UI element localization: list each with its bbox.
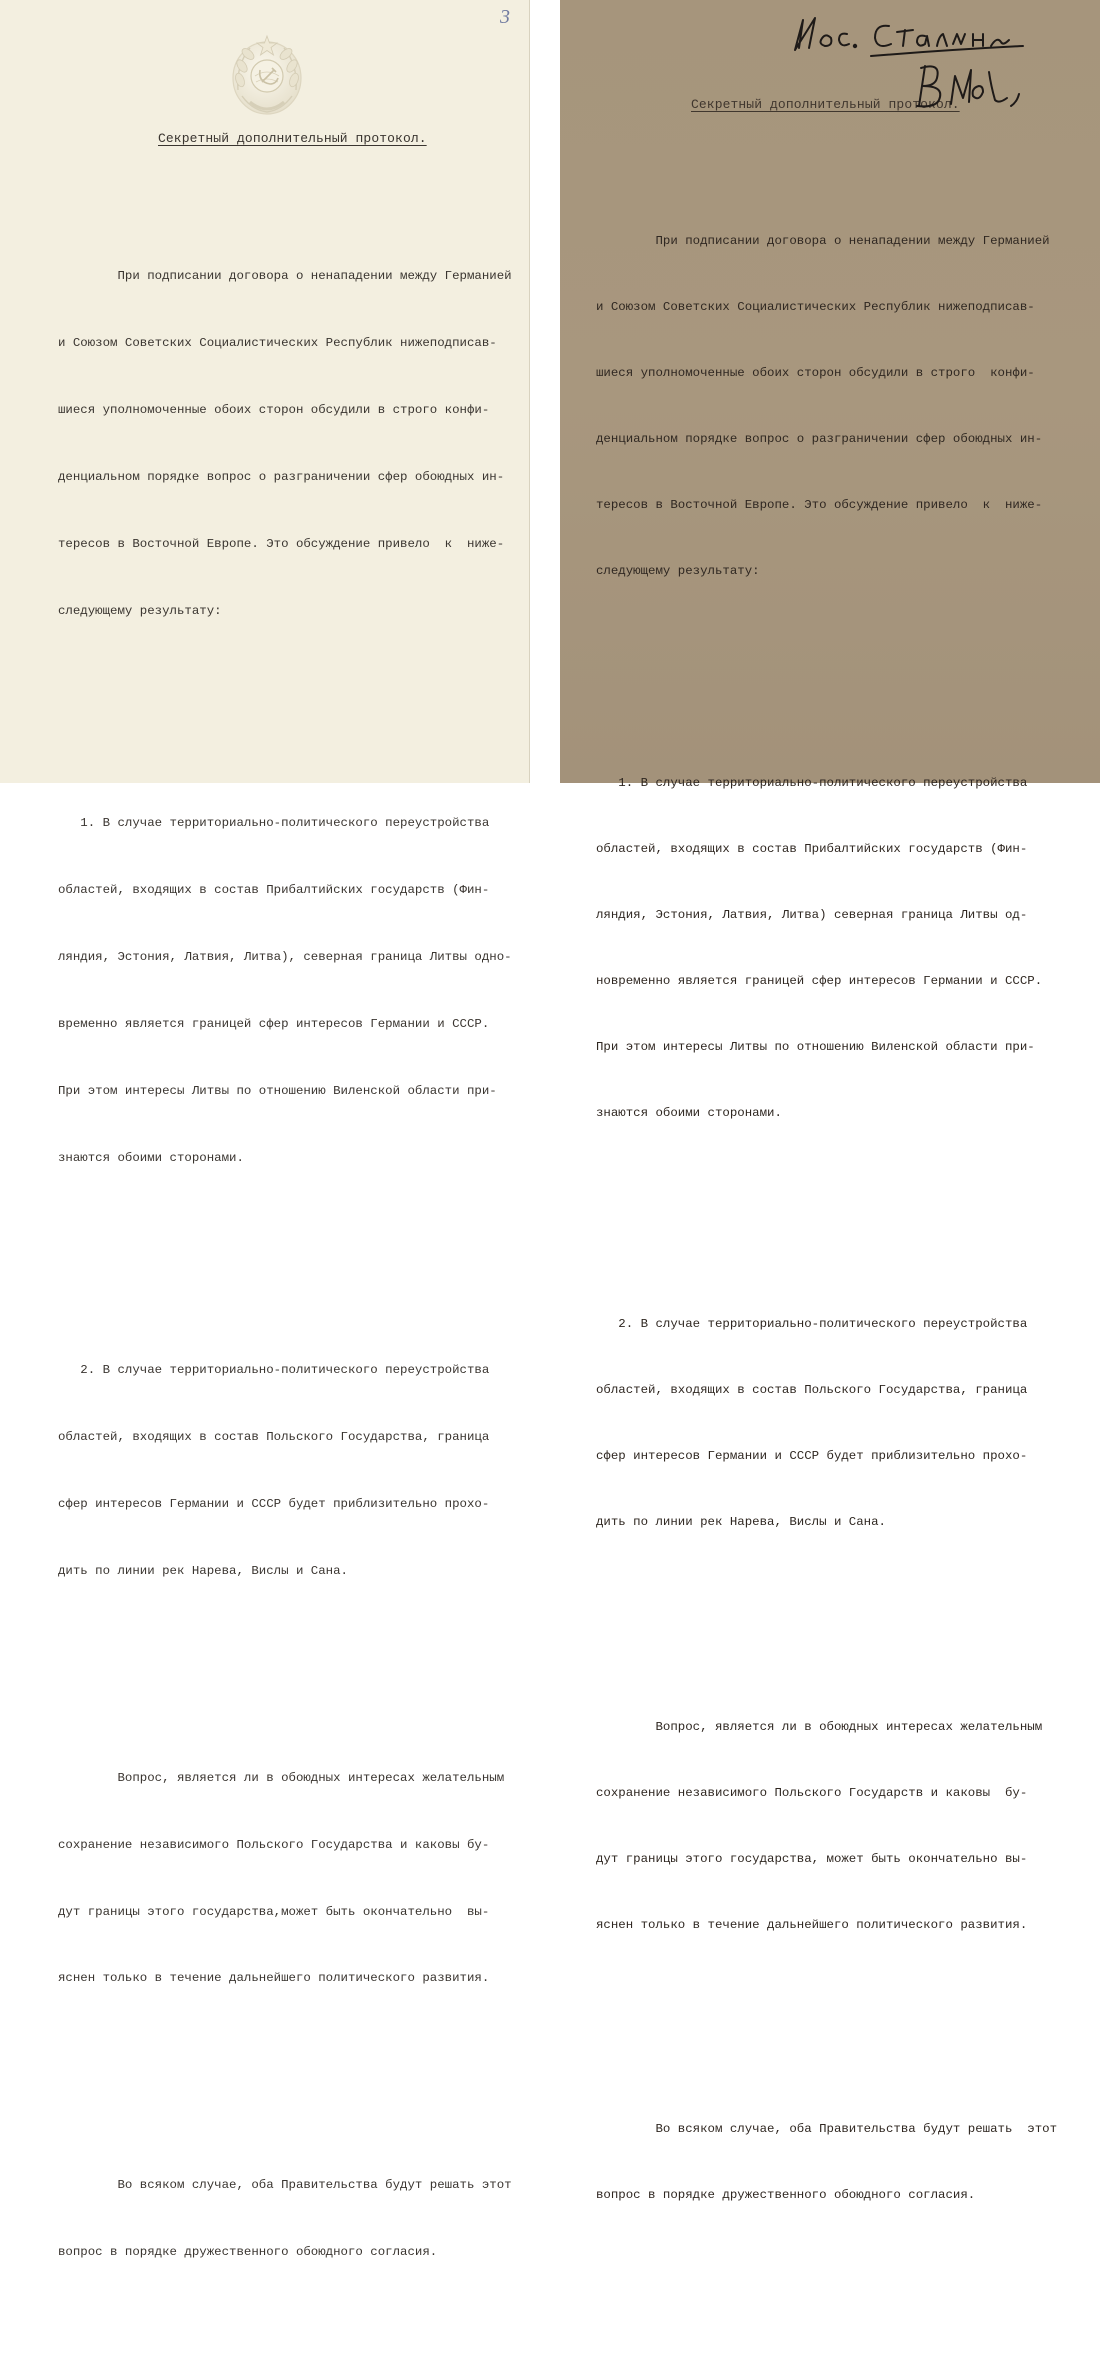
- text-line: ляндия, Эстония, Латвия, Литва) северная граница Литвы од-: [596, 907, 1028, 922]
- text-line: новременно является границей сфер интересов Германии и СССР.: [596, 973, 1043, 988]
- text-line: яснен только в течение дальнейшего политического развития.: [596, 1917, 1028, 1932]
- document-title: Секретный дополнительный протокол.: [691, 97, 960, 112]
- text-line: вопрос в порядке дружественного обоюдного согласия.: [58, 2245, 438, 2260]
- paragraph-conclusion: [596, 2074, 1096, 2250]
- paragraph-question: [58, 1722, 528, 2034]
- text-line: 2. В случае территориально-политического переустройства: [596, 1317, 1028, 1332]
- text-line: следующему результату:: [58, 603, 222, 618]
- text-line: денциальном порядке вопрос о разграничении сфер обоюдных ин-: [58, 469, 505, 484]
- text-line: Во всяком случае, оба Правительства будут решать этот: [596, 2121, 1058, 2136]
- page-number: 3: [500, 6, 510, 28]
- text-line: При подписании договора о ненападении между Германией: [58, 269, 512, 284]
- text-line: 1. В случае территориально-политического переустройства: [596, 775, 1028, 790]
- document-body: [596, 142, 1096, 2294]
- text-line: сфер интересов Германии и СССР будет приблизительно прохо-: [596, 1449, 1028, 1464]
- paragraph-article-2: [596, 1269, 1096, 1577]
- text-line: и Союзом Советских Социалистических Республик нижеподписав-: [596, 300, 1035, 315]
- text-line: следующему результату:: [596, 564, 760, 579]
- text-line: При этом интересы Литвы по отношению Виленской области при-: [58, 1083, 497, 1098]
- text-line: дить по линии рек Нарева, Вислы и Сана.: [596, 1515, 886, 1530]
- soviet-emblem-embossed-icon: [228, 30, 306, 118]
- text-line: областей, входящих в состав Прибалтийских государств (Фин-: [58, 883, 490, 898]
- paragraph-intro: [58, 221, 528, 667]
- text-line: тересов в Восточной Европе. Это обсуждение привело к ниже-: [596, 498, 1043, 513]
- text-line: денциальном порядке вопрос о разграничении сфер обоюдных ин-: [596, 432, 1043, 447]
- text-line: областей, входящих в состав Польского Государства, граница: [596, 1383, 1028, 1398]
- text-line: Вопрос, является ли в обоюдных интересах желательным: [596, 1719, 1043, 1734]
- text-line: При подписании договора о ненападении между Германией: [596, 234, 1050, 248]
- text-line: областей, входящих в состав Польского Государства, граница: [58, 1430, 490, 1445]
- document-title: Секретный дополнительный протокол.: [158, 131, 427, 146]
- paragraph-article-1: [58, 768, 528, 1214]
- text-line: Вопрос, является ли в обоюдных интересах желательным: [58, 1770, 505, 1785]
- text-line: вопрос в порядке дружественного обоюдного согласия.: [596, 2187, 976, 2202]
- text-line: шиеся уполномоченные обоих сторон обсудили в строго конфи-: [58, 402, 490, 417]
- paragraph-article-2: [58, 1315, 528, 1627]
- text-line: областей, входящих в состав Прибалтийских государств (Фин-: [596, 841, 1028, 856]
- left-document-page: [0, 0, 530, 2260]
- text-line: временно является границей сфер интересов Германии и СССР.: [58, 1016, 490, 1031]
- text-line: и Союзом Советских Социалистических Республик нижеподписав-: [58, 336, 497, 351]
- text-line: дить по линии рек Нарева, Вислы и Сана.: [58, 1564, 348, 1579]
- text-line: знаются обоими сторонами.: [58, 1150, 244, 1165]
- text-line: сохранение независимого Польского Государства и каковы бу-: [58, 1837, 490, 1852]
- right-document-page: [560, 0, 1100, 2202]
- text-line: Во всяком случае, оба Правительства будут решать этот: [58, 2178, 512, 2193]
- document-body: [58, 176, 528, 2353]
- text-line: тересов в Восточной Европе. Это обсуждение привело к ниже-: [58, 536, 505, 551]
- text-line: дут границы этого государства, может быть окончательно вы-: [596, 1851, 1028, 1866]
- paragraph-article-1: [596, 728, 1096, 1169]
- text-line: знаются обоими сторонами.: [596, 1106, 782, 1121]
- handwritten-signature: [785, 6, 1065, 116]
- text-line: сфер интересов Германии и СССР будет приблизительно прохо-: [58, 1497, 490, 1512]
- text-line: ляндия, Эстония, Латвия, Литва), северная граница Литвы одно-: [58, 950, 512, 965]
- paragraph-conclusion: [58, 2130, 528, 2308]
- text-line: 2. В случае территориально-политического переустройства: [58, 1363, 490, 1378]
- text-line: шиеся уполномоченные обоих сторон обсудили в строго конфи-: [596, 366, 1035, 381]
- paragraph-intro: [596, 186, 1096, 627]
- text-line: 1. В случае территориально-политического переустройства: [58, 816, 490, 831]
- text-line: сохранение независимого Польского Государств и каковы бу-: [596, 1785, 1028, 1800]
- text-line: дут границы этого государства,может быть окончательно вы-: [58, 1904, 490, 1919]
- paragraph-question: [596, 1672, 1096, 1980]
- text-line: При этом интересы Литвы по отношению Виленской области при-: [596, 1039, 1035, 1054]
- text-line: яснен только в течение дальнейшего политического развития.: [58, 1971, 490, 1986]
